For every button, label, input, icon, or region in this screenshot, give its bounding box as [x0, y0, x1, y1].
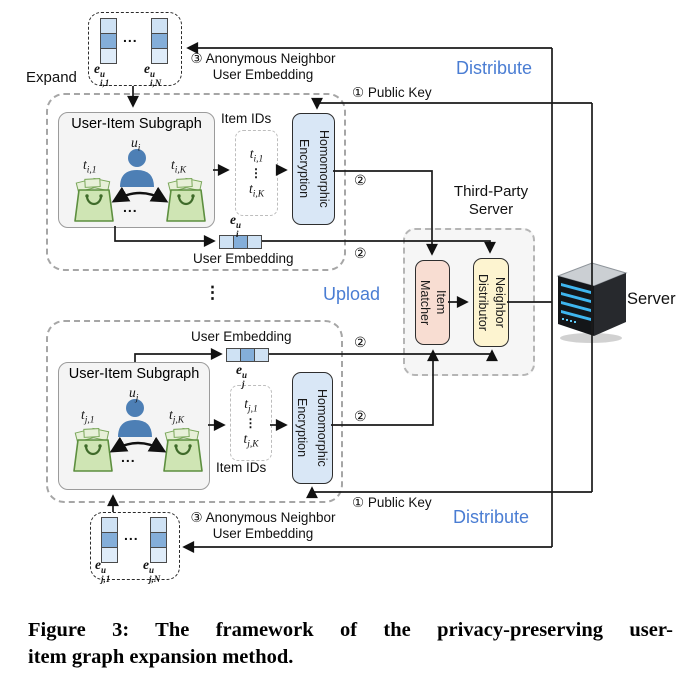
embedding-label-e-jN: e u j,N [143, 557, 161, 584]
item-ids-box-top [235, 130, 278, 216]
label-u-j: $u_j$ [129, 385, 139, 404]
public-key-label-bottom: ① Public Key [352, 495, 432, 510]
user-item-subgraph-top [58, 112, 215, 228]
ellipsis: ... [124, 527, 139, 543]
item-ids-label-bottom: Item IDs [216, 460, 267, 475]
figure-caption [28, 617, 673, 672]
label-e-u-i: e u i [230, 212, 242, 239]
embedding-vector [151, 19, 168, 64]
third-party-server-label: Third-Party Server [453, 183, 529, 218]
shopping-bag-icon [72, 177, 116, 223]
item-ids-box-bottom [230, 385, 272, 461]
interaction-arrows [109, 433, 167, 455]
label-t-i1: $t_{i,1}$ [83, 157, 97, 176]
caption-line-2: item graph expansion method. [28, 646, 294, 669]
step2-badge: ② [354, 408, 367, 424]
label-t-iK: $t_{i,K}$ [171, 157, 187, 176]
neighbor-distributor-box: Neighbor Distributor [473, 258, 509, 347]
item-id-t-iK: $t_{i,K}$ [248, 181, 265, 200]
shopping-bag-icon [161, 427, 205, 473]
anonymous-embeddings-box-top [88, 12, 182, 86]
interaction-arrows [111, 183, 169, 205]
anonymous-embedding-label-bottom: ③ Anonymous Neighbor User Embedding [190, 510, 336, 542]
arrow-public-key-top [317, 103, 592, 108]
subgraph-title: User-Item Subgraph [68, 366, 200, 382]
user-embedding-label-bottom: User Embedding [191, 329, 292, 344]
label-e-u-j: e u j [236, 362, 248, 389]
item-ids-label-top: Item IDs [221, 111, 272, 126]
caption-line-1: Figure 3: The framework of the privacy-preserving user- [28, 619, 673, 641]
public-key-label-top: ① Public Key [352, 85, 432, 100]
server-icon [552, 258, 630, 344]
expand-label: Expand [26, 69, 77, 86]
step2-badge: ② [354, 334, 367, 350]
item-id-t-i1: $t_{i,1}$ [249, 146, 264, 165]
embedding-label-e-iN: e u i,N [144, 61, 162, 88]
upload-label: Upload [323, 284, 381, 304]
label-t-j1: $t_{j,1}$ [81, 407, 95, 426]
user-embedding-vector-bottom [227, 348, 269, 362]
subgraph-title: User-Item Subgraph [71, 116, 202, 132]
embedding-label-e-i1: e u i,1 [94, 61, 110, 88]
user-item-subgraph-bottom [58, 362, 210, 490]
ellipsis: ... [123, 199, 138, 215]
homomorphic-encryption-box-top: Homomorphic Encryption [292, 113, 335, 225]
embedding-label-e-j1: e u j,1 [95, 557, 111, 584]
arrow-public-key-bottom [312, 488, 592, 492]
item-id-t-j1: $t_{j,1}$ [244, 396, 258, 415]
step2-badge: ② [354, 245, 367, 261]
embedding-vector [100, 19, 117, 64]
step2-badge: ② [354, 172, 367, 188]
shopping-bag-icon [164, 177, 208, 223]
ellipsis: ... [121, 449, 136, 465]
ellipsis: ... [123, 29, 138, 45]
distribute-label-bottom: Distribute [453, 507, 530, 527]
distribute-label-top: Distribute [456, 58, 533, 78]
vertical-ellipsis: ⋮ [204, 283, 222, 302]
anonymous-embeddings-box-bottom [90, 512, 180, 584]
label-u-i: $u_i$ [131, 135, 141, 154]
item-id-t-jK: $t_{j,K}$ [243, 431, 259, 450]
homomorphic-encryption-box-bottom: Homomorphic Encryption [292, 372, 333, 484]
user-embedding-label-top: User Embedding [193, 251, 294, 266]
vertical-ellipsis: ⋮ [250, 166, 263, 180]
user-icon [115, 398, 155, 438]
anonymous-embedding-label-top: ③ Anonymous Neighbor User Embedding [190, 51, 336, 83]
user-icon [117, 148, 157, 188]
item-matcher-box: Item Matcher [415, 260, 450, 345]
label-t-jK: $t_{j,K}$ [169, 407, 185, 426]
vertical-ellipsis: ⋮ [244, 416, 258, 430]
server-label: Server [627, 290, 676, 308]
